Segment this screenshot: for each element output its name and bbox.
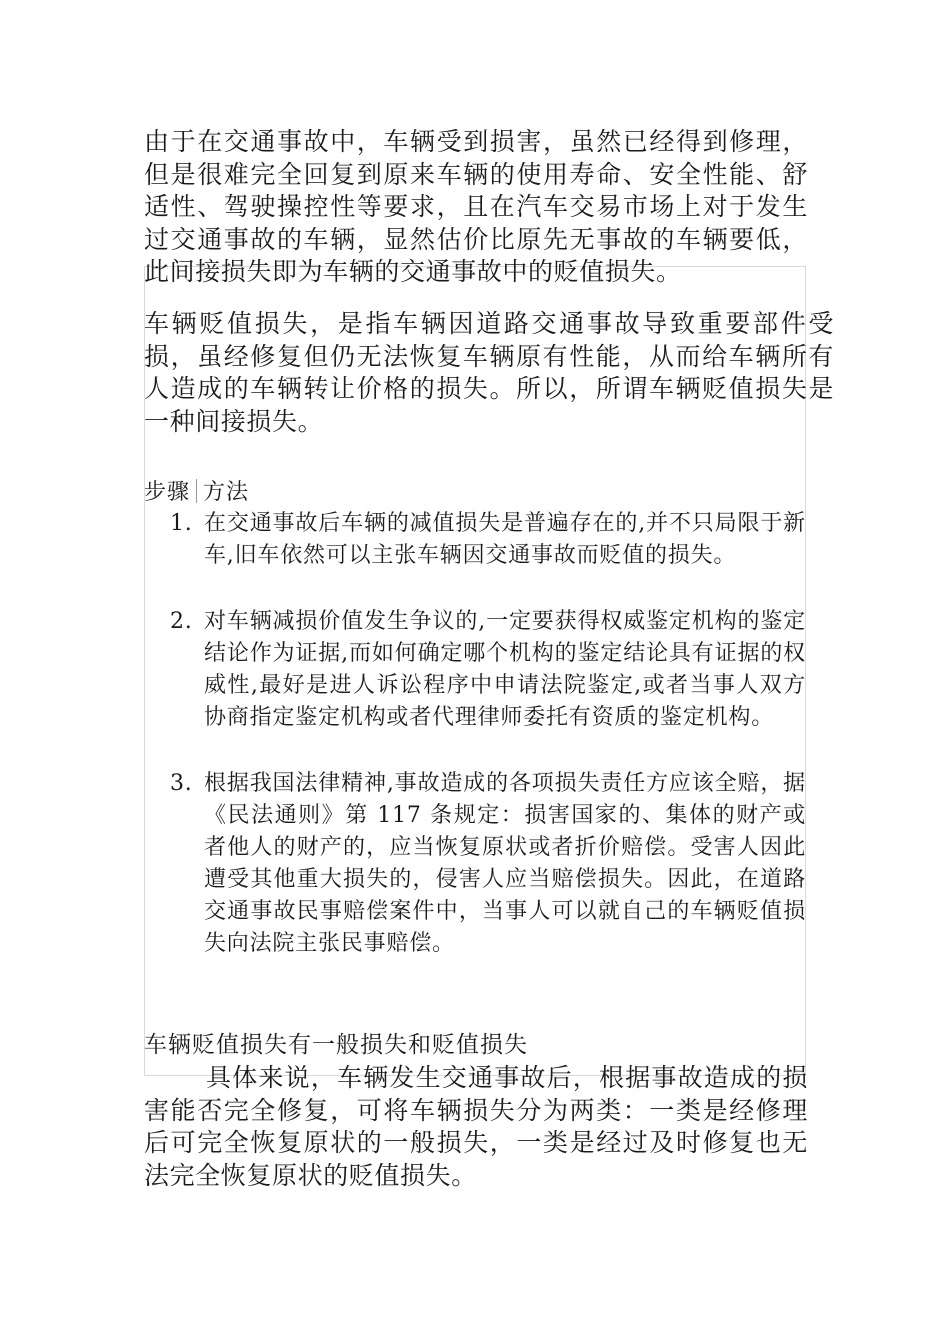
step-number: 2. <box>170 609 193 634</box>
heading-separator <box>196 479 197 503</box>
step-text: 在交通事故后车辆的减值损失是普遍存在的,并不只局限于新车,旧车依然可以主张车辆因交通事故而贬值的损失。 <box>204 511 806 568</box>
steps-list <box>170 508 806 994</box>
section2-heading: 车辆贬值损失有一般损失和贬值损失 <box>144 1032 528 1058</box>
section2-paragraph: 具体来说，车辆发生交通事故后，根据事故造成的损害能否完全修复，可将车辆损失分为两类：一类是经修理后可完全恢复原状的一般损失，一类是经过及时修复也无法完全恢复原状的贬值损失。 <box>144 1063 808 1190</box>
step-item-1 <box>170 508 806 572</box>
step-item-2 <box>170 606 806 734</box>
step-text: 根据我国法律精神,事故造成的各项损失责任方应该全赔，据《民法通则》第 117 条规定：损害国家的、集体的财产或者他人的财产的，应当恢复原状或者折价赔偿。受害人因此遭受其他重大损失的，侵害人应当赔偿损失。因此，在道路交通事故民事赔偿案件中，当事人可以就自己的车辆贬值损失向法院主张民事赔偿。 <box>204 771 806 956</box>
steps-heading-left: 步骤 <box>144 480 191 505</box>
step-item-3 <box>170 768 806 960</box>
step-text: 对车辆减损价值发生争议的,一定要获得权威鉴定机构的鉴定结论作为证据,而如何确定哪个机构的鉴定结论具有证据的权威性,最好是进人诉讼程序中申请法院鉴定,或者当事人双方协商指定鉴定机构或者代理律师委托有资质的鉴定机构。 <box>204 609 806 730</box>
step-number: 3. <box>170 771 193 796</box>
intro-paragraph: 由于在交通事故中，车辆受到损害，虽然已经得到修理，但是很难完全回复到原来车辆的使用寿命、安全性能、舒适性、驾驶操控性等要求，且在汽车交易市场上对于发生过交通事故的车辆，显然估价比原先无事故的车辆要低，此间接损失即为车辆的交通事故中的贬值损失。 <box>144 127 808 286</box>
steps-heading-right: 方法 <box>203 480 250 505</box>
step-number: 1. <box>170 511 193 536</box>
definition-paragraph: 车辆贬值损失，是指车辆因道路交通事故导致重要部件受损，虽经修复但仍无法恢复车辆原有性能，从而给车辆所有人造成的车辆转让价格的损失。所以，所谓车辆贬值损失是一种间接损失。 <box>144 309 834 436</box>
steps-heading <box>144 478 249 508</box>
